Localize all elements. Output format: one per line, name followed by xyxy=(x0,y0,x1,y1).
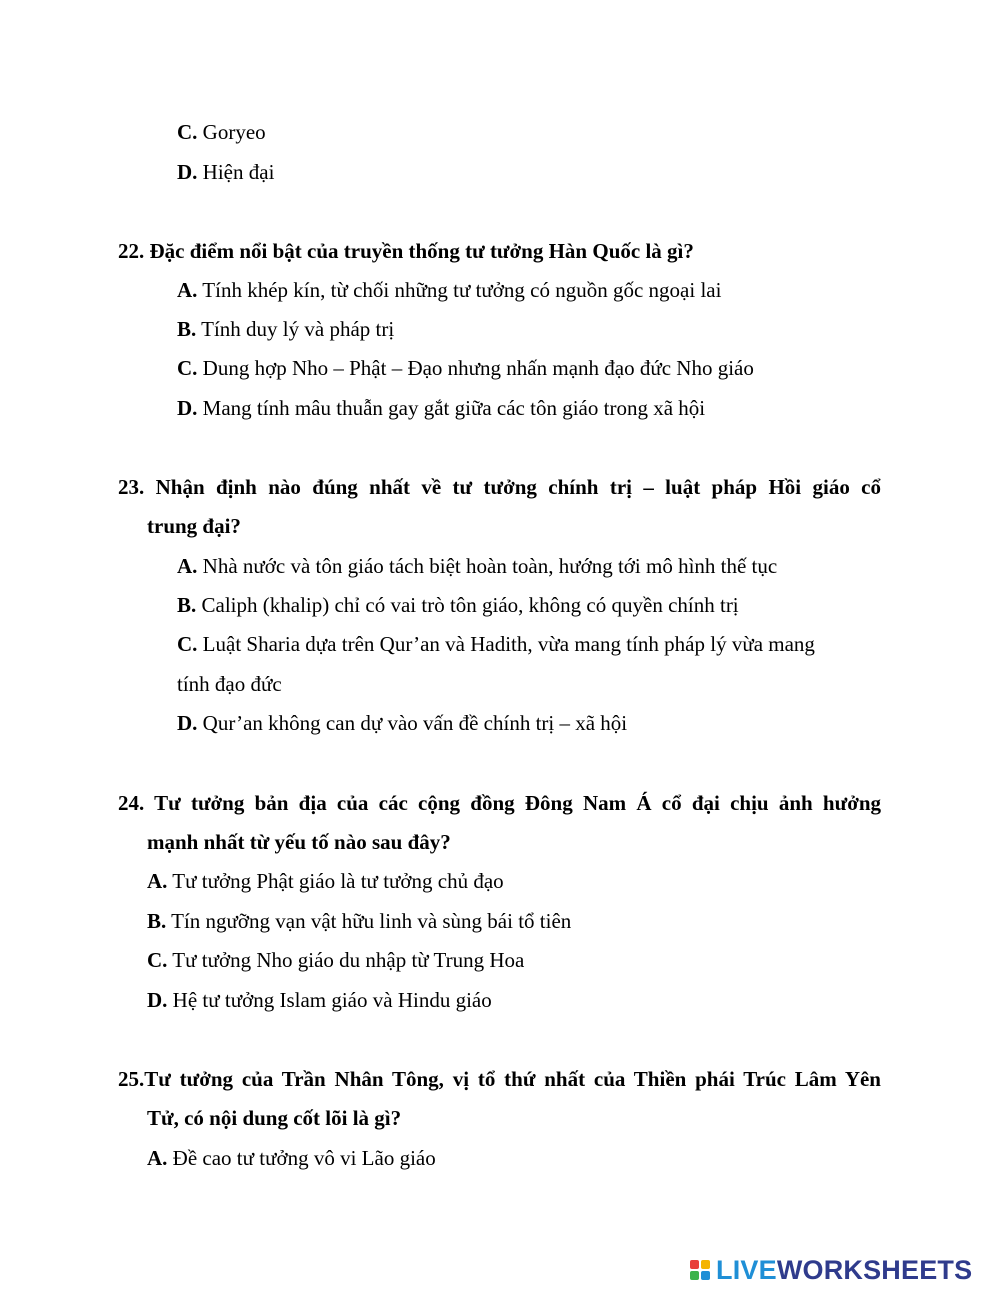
logo-live: LIVE xyxy=(716,1254,777,1285)
q23-option-b xyxy=(177,595,739,616)
option-text: Tín ngưỡng vạn vật hữu linh và sùng bái tổ tiên xyxy=(171,909,572,933)
option-text: Mang tính mâu thuẫn gay gắt giữa các tôn giáo trong xã hội xyxy=(202,396,706,420)
q22-option-b xyxy=(177,319,394,340)
q24-option-b xyxy=(147,911,571,932)
option-text: Dung hợp Nho – Phật – Đạo nhưng nhấn mạnh đạo đức Nho giáo xyxy=(202,356,754,380)
q23-option-c xyxy=(177,634,815,655)
option-text: Hiện đại xyxy=(202,160,275,184)
option-text: Tính khép kín, từ chối những tư tưởng có nguồn gốc ngoại lai xyxy=(202,278,722,302)
option-text: Luật Sharia dựa trên Qur’an và Hadith, vừa mang tính pháp lý vừa mang xyxy=(202,632,815,656)
q22-question: 22. Đặc điểm nổi bật của truyền thống tư tưởng Hàn Quốc là gì? xyxy=(118,239,694,263)
q25-question-line-1: 25.Tư tưởng của Trần Nhân Tông, vị tổ thứ nhất của Thiền phái Trúc Lâm Yên xyxy=(118,1067,881,1091)
logo-wordmark xyxy=(716,1255,972,1286)
q23-option-c-continued: tính đạo đức xyxy=(177,672,282,696)
q24-option-a xyxy=(147,871,504,892)
q23-question-line-1: 23. Nhận định nào đúng nhất về tư tưởng chính trị – luật pháp Hồi giáo cổ xyxy=(118,475,881,499)
logo-worksheets: WORKSHEETS xyxy=(776,1254,973,1285)
option-letter: C. xyxy=(177,632,198,656)
option-letter: B. xyxy=(177,593,197,617)
q25-option-a xyxy=(147,1148,436,1169)
q24-question-line-2: mạnh nhất từ yếu tố nào sau đây? xyxy=(147,830,451,854)
q22-option-a xyxy=(177,280,721,301)
option-text: Goryeo xyxy=(202,120,266,144)
option-text: Đề cao tư tưởng vô vi Lão giáo xyxy=(172,1146,436,1170)
option-letter: B. xyxy=(177,317,197,341)
option-text: Caliph (khalip) chỉ có vai trò tôn giáo, không có quyền chính trị xyxy=(201,593,739,617)
option-letter: D. xyxy=(147,988,168,1012)
option-letter: C. xyxy=(177,356,198,380)
option-text: Tính duy lý và pháp trị xyxy=(201,317,395,341)
logo-blocks-icon xyxy=(690,1260,710,1280)
option-letter: D. xyxy=(177,711,198,735)
option-letter: A. xyxy=(177,278,198,302)
option-letter: D. xyxy=(177,396,198,420)
q21-option-d xyxy=(177,162,274,183)
q25-question-line-2: Tử, có nội dung cốt lõi là gì? xyxy=(147,1106,402,1130)
q23-option-a xyxy=(177,556,777,577)
liveworksheets-logo xyxy=(690,1254,972,1286)
option-letter: A. xyxy=(147,1146,168,1170)
q23-option-d xyxy=(177,713,627,734)
q24-question-line-1: 24. Tư tưởng bản địa của các cộng đồng Đông Nam Á cổ đại chịu ảnh hưởng xyxy=(118,791,881,815)
option-text: Hệ tư tưởng Islam giáo và Hindu giáo xyxy=(172,988,492,1012)
q23-question-line-2: trung đại? xyxy=(147,514,241,538)
option-letter: B. xyxy=(147,909,167,933)
option-letter: C. xyxy=(147,948,168,972)
q22-option-c xyxy=(177,358,754,379)
q22-option-d xyxy=(177,398,705,419)
option-text: Tư tưởng Nho giáo du nhập từ Trung Hoa xyxy=(172,948,525,972)
option-letter: A. xyxy=(147,869,168,893)
q21-option-c xyxy=(177,122,266,143)
option-letter: D. xyxy=(177,160,198,184)
q24-option-c xyxy=(147,950,524,971)
option-text: Qur’an không can dự vào vấn đề chính trị – xã hội xyxy=(202,711,628,735)
option-text: Tư tưởng Phật giáo là tư tưởng chủ đạo xyxy=(172,869,504,893)
q24-option-d xyxy=(147,990,492,1011)
option-letter: A. xyxy=(177,554,198,578)
option-letter: C. xyxy=(177,120,198,144)
option-text: Nhà nước và tôn giáo tách biệt hoàn toàn, hướng tới mô hình thế tục xyxy=(202,554,778,578)
